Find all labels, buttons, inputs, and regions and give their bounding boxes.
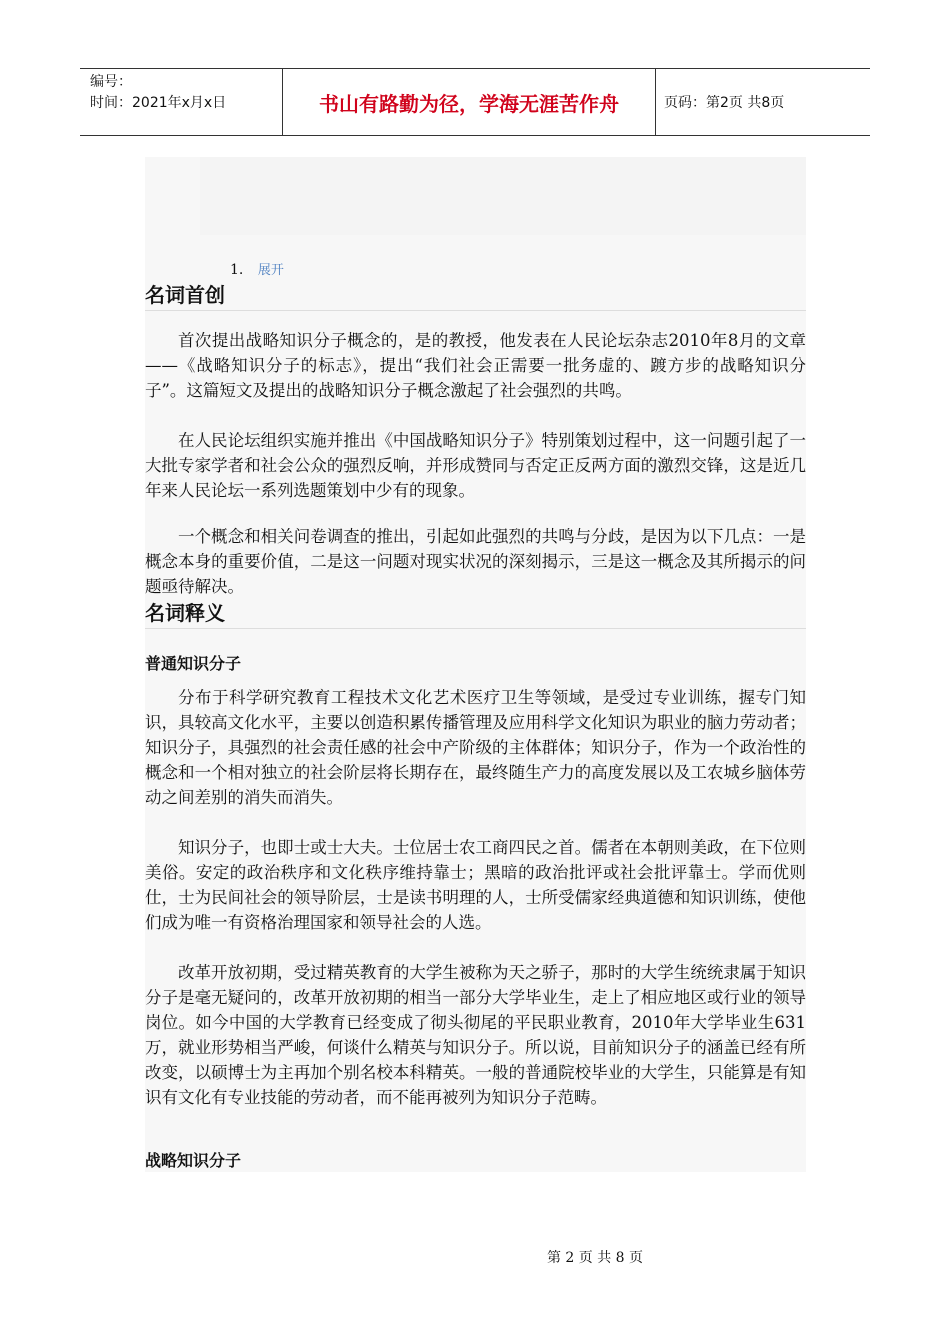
- article-body: [145, 157, 806, 1172]
- document-number-label: 编号：: [90, 74, 132, 90]
- blank-region: [200, 157, 806, 235]
- list-number: 1.: [230, 262, 244, 278]
- paragraph: 改革开放初期，受过精英教育的大学生被称为天之骄子，那时的大学生统统隶属于知识分子是毫无疑问的，改革开放初期的相当一部分大学毕业生，走上了相应地区或行业的领导岗位。如今中国的大学教育已经变成了彻头彻尾的平民职业教育，2010年大学毕业生631万，就业形势相当严峻，何谈什么精英与知识分子。所以说，目前知识分子的涵盖已经有所改变，以硕博士为主再加个别名校本科精英。一般的普通院校毕业的大学生，只能算是有知识有文化有专业技能的劳动者，而不能再被列为知识分子范畴。: [145, 963, 806, 1107]
- paragraph: 首次提出战略知识分子概念的，是的教授，他发表在人民论坛杂志2010年8月的文章——《战略知识分子的标志》，提出“我们社会正需要一批务虚的、踱方步的战略知识分子”。这篇短文及提出的战略知识分子概念激起了社会强烈的共鸣。: [145, 331, 806, 400]
- expand-link[interactable]: 展开: [257, 263, 284, 278]
- paragraph: 知识分子，也即士或士大夫。士位居士农工商四民之首。儒者在本朝则美政，在下位则美俗。安定的政治秩序和文化秩序维持靠士；黑暗的政治批评或社会批评靠士。学而优则仕，士为民间社会的领导阶层，士是读书明理的人，士所受儒家经典道德和知识训练，使他们成为唯一有资格治理国家和领导社会的人选。: [145, 838, 806, 932]
- subheading-ordinary-intellectual: 普通知识分子: [145, 654, 242, 673]
- header-page-info-cell: [656, 69, 870, 135]
- page-footer: 第 2 页 共 8 页: [546, 1250, 644, 1266]
- header-motto: 书山有路勤为径，学海无涯苦作舟: [319, 91, 619, 116]
- list-item: [230, 261, 284, 280]
- paragraph: 一个概念和相关问卷调查的推出，引起如此强烈的共鸣与分歧，是因为以下几点：一是概念本身的重要价值，二是这一问题对现实状况的深刻揭示，三是这一概念及其所揭示的问题亟待解决。: [145, 527, 806, 596]
- header-page-info: 页码：第2页 共8页: [664, 95, 785, 111]
- section-title-definition: 名词释义: [145, 600, 806, 629]
- header-meta: [80, 69, 283, 135]
- subheading-strategic-intellectual: 战略知识分子: [145, 1151, 242, 1170]
- document-time-label: 时间：2021年x月x日: [90, 95, 227, 111]
- paragraph: 分布于科学研究教育工程技术文化艺术医疗卫生等领域，是受过专业训练，握专门知识，具较高文化水平，主要以创造积累传播管理及应用科学文化知识为职业的脑力劳动者；知识分子，具强烈的社会责任感的社会中产阶级的主体群体；知识分子，作为一个政治性的概念和一个相对独立的社会阶层将长期存在，最终随生产力的高度发展以及工农城乡脑体劳动之间差别的消失而消失。: [145, 688, 806, 807]
- section-title-origin: 名词首创: [145, 282, 806, 311]
- paragraph: 在人民论坛组织实施并推出《中国战略知识分子》特别策划过程中，这一问题引起了一大批专家学者和社会公众的强烈反响，并形成赞同与否定正反两方面的激烈交锋，这是近几年来人民论坛一系列选题策划中少有的现象。: [145, 431, 806, 500]
- header-motto-cell: [283, 69, 656, 135]
- page-header: [80, 68, 870, 136]
